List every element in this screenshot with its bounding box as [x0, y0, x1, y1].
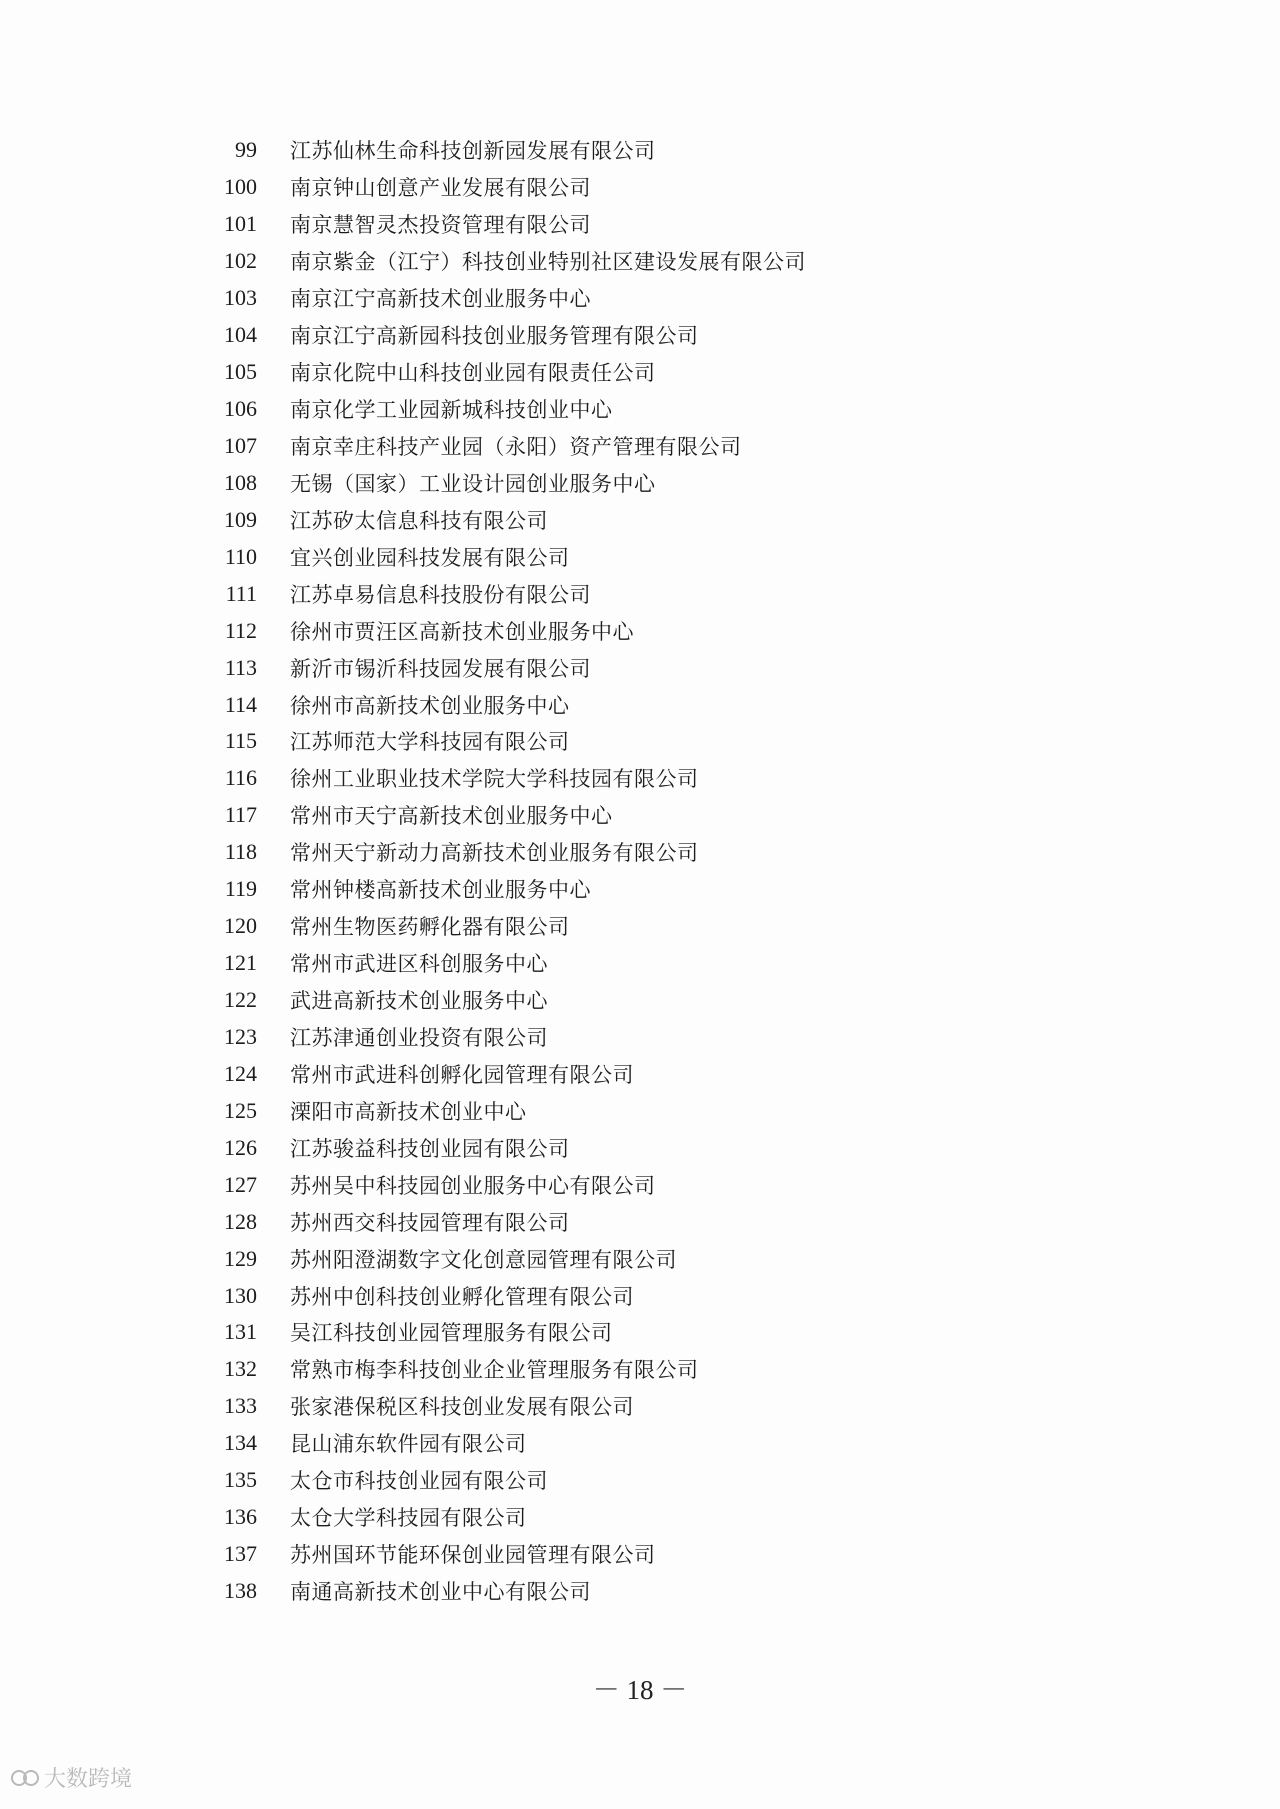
entry-number: 124 — [224, 1060, 257, 1086]
list-item — [195, 1055, 806, 1092]
list-item — [195, 132, 806, 169]
entry-number: 138 — [224, 1578, 257, 1604]
entry-number: 109 — [224, 506, 257, 532]
entry-name: 苏州中创科技创业孵化管理有限公司 — [290, 1284, 634, 1309]
entry-name: 常州市天宁高新技术创业服务中心 — [290, 804, 613, 829]
entry-number: 134 — [224, 1430, 257, 1456]
entry-number: 132 — [224, 1356, 257, 1382]
list-item — [195, 908, 806, 945]
entry-name: 徐州市贾汪区高新技术创业服务中心 — [290, 619, 634, 644]
list-item — [195, 1314, 806, 1351]
list-item — [195, 871, 806, 908]
list-item — [195, 686, 806, 723]
entry-number: 111 — [225, 580, 257, 606]
entry-number: 133 — [224, 1393, 257, 1419]
entry-name: 常州钟楼高新技术创业服务中心 — [290, 878, 591, 903]
entry-name: 南京江宁高新技术创业服务中心 — [290, 287, 591, 312]
list-item — [195, 428, 806, 465]
list-item — [195, 243, 806, 280]
list-item — [195, 391, 806, 428]
list-item — [195, 317, 806, 354]
list-item — [195, 1203, 806, 1240]
entry-name: 苏州吴中科技园创业服务中心有限公司 — [290, 1173, 656, 1198]
entry-name: 南通高新技术创业中心有限公司 — [290, 1580, 591, 1605]
entry-name: 苏州阳澄湖数字文化创意园管理有限公司 — [290, 1247, 677, 1272]
watermark-logo-icon — [10, 1766, 40, 1790]
list-item — [195, 1388, 806, 1425]
entry-number: 110 — [224, 543, 257, 569]
entry-name: 江苏卓易信息科技股份有限公司 — [290, 582, 591, 607]
list-item — [195, 1573, 806, 1610]
list-item — [195, 649, 806, 686]
list-item — [195, 501, 806, 538]
entry-number: 117 — [224, 802, 257, 828]
entry-number: 112 — [224, 617, 257, 643]
entry-list — [195, 132, 806, 1610]
list-item — [195, 797, 806, 834]
entry-number: 106 — [224, 396, 257, 422]
list-item — [195, 169, 806, 206]
list-item — [195, 760, 806, 797]
list-item — [195, 206, 806, 243]
entry-number: 115 — [224, 728, 257, 754]
list-item — [195, 723, 806, 760]
entry-name: 江苏矽太信息科技有限公司 — [290, 508, 548, 533]
entry-number: 113 — [224, 654, 257, 680]
entry-name: 常州生物医药孵化器有限公司 — [290, 915, 570, 940]
entry-name: 武进高新技术创业服务中心 — [290, 989, 548, 1014]
entry-name: 宜兴创业园科技发展有限公司 — [290, 545, 570, 570]
entry-number: 108 — [224, 469, 257, 495]
entry-number: 118 — [224, 839, 257, 865]
entry-number: 119 — [224, 876, 257, 902]
list-item — [195, 1351, 806, 1388]
watermark-text: 大数跨境 — [44, 1767, 133, 1792]
entry-name: 苏州国环节能环保创业园管理有限公司 — [290, 1543, 656, 1568]
entry-name: 江苏津通创业投资有限公司 — [290, 1025, 548, 1050]
entry-number: 107 — [224, 432, 257, 458]
entry-number: 136 — [224, 1504, 257, 1530]
entry-name: 南京江宁高新园科技创业服务管理有限公司 — [290, 324, 699, 349]
entry-name: 太仓市科技创业园有限公司 — [290, 1469, 548, 1494]
list-item — [195, 834, 806, 871]
entry-number: 121 — [224, 950, 257, 976]
entry-name: 太仓大学科技园有限公司 — [290, 1506, 527, 1531]
entry-name: 常州市武进区科创服务中心 — [290, 952, 548, 977]
entry-name: 吴江科技创业园管理服务有限公司 — [290, 1321, 613, 1346]
entry-name: 南京钟山创意产业发展有限公司 — [290, 176, 591, 201]
entry-name: 江苏师范大学科技园有限公司 — [290, 730, 570, 755]
entry-name: 南京化学工业园新城科技创业中心 — [290, 398, 613, 423]
entry-name: 徐州市高新技术创业服务中心 — [290, 693, 570, 718]
entry-name: 常州市武进科创孵化园管理有限公司 — [290, 1062, 634, 1087]
entry-number: 125 — [224, 1097, 257, 1123]
entry-number: 100 — [224, 174, 257, 200]
list-item — [195, 1129, 806, 1166]
entry-number: 103 — [224, 285, 257, 311]
list-item — [195, 1462, 806, 1499]
entry-number: 126 — [224, 1134, 257, 1160]
list-item — [195, 354, 806, 391]
list-item — [195, 1536, 806, 1573]
list-item — [195, 280, 806, 317]
list-item — [195, 612, 806, 649]
list-item — [195, 1240, 806, 1277]
entry-name: 苏州西交科技园管理有限公司 — [290, 1210, 570, 1235]
list-item — [195, 1425, 806, 1462]
entry-name: 南京慧智灵杰投资管理有限公司 — [290, 213, 591, 238]
entry-name: 溧阳市高新技术创业中心 — [290, 1099, 527, 1124]
entry-name: 张家港保税区科技创业发展有限公司 — [290, 1395, 634, 1420]
list-item — [195, 1092, 806, 1129]
entry-number: 120 — [224, 913, 257, 939]
entry-name: 南京幸庄科技产业园（永阳）资产管理有限公司 — [290, 434, 742, 459]
entry-number: 122 — [224, 987, 257, 1013]
page-number: － 18 － — [592, 1675, 688, 1705]
watermark — [10, 1762, 132, 1793]
entry-name: 南京紫金（江宁）科技创业特别社区建设发展有限公司 — [290, 250, 806, 275]
list-item — [195, 538, 806, 575]
entry-number: 131 — [224, 1319, 257, 1345]
entry-number: 130 — [224, 1282, 257, 1308]
entry-name: 常熟市梅李科技创业企业管理服务有限公司 — [290, 1358, 699, 1383]
entry-number: 102 — [224, 248, 257, 274]
entry-number: 128 — [224, 1208, 257, 1234]
entry-name: 南京化院中山科技创业园有限责任公司 — [290, 361, 656, 386]
entry-name: 徐州工业职业技术学院大学科技园有限公司 — [290, 767, 699, 792]
list-item — [195, 575, 806, 612]
list-item — [195, 1277, 806, 1314]
entry-number: 99 — [235, 137, 257, 163]
list-item — [195, 1499, 806, 1536]
entry-name: 新沂市锡沂科技园发展有限公司 — [290, 656, 591, 681]
entry-number: 114 — [224, 691, 257, 717]
entry-number: 129 — [224, 1245, 257, 1271]
entry-number: 105 — [224, 359, 257, 385]
entry-number: 127 — [224, 1171, 257, 1197]
list-item — [195, 982, 806, 1019]
list-item — [195, 1166, 806, 1203]
entry-name: 江苏骏益科技创业园有限公司 — [290, 1136, 570, 1161]
entry-number: 135 — [224, 1467, 257, 1493]
list-item — [195, 1019, 806, 1056]
entry-number: 101 — [224, 211, 257, 237]
entry-number: 137 — [224, 1541, 257, 1567]
entry-name: 江苏仙林生命科技创新园发展有限公司 — [290, 139, 656, 164]
entry-number: 116 — [224, 765, 257, 791]
entry-name: 昆山浦东软件园有限公司 — [290, 1432, 527, 1457]
list-item — [195, 945, 806, 982]
entry-number: 104 — [224, 322, 257, 348]
entry-number: 123 — [224, 1023, 257, 1049]
entry-name: 无锡（国家）工业设计园创业服务中心 — [290, 471, 656, 496]
entry-name: 常州天宁新动力高新技术创业服务有限公司 — [290, 841, 699, 866]
list-item — [195, 464, 806, 501]
